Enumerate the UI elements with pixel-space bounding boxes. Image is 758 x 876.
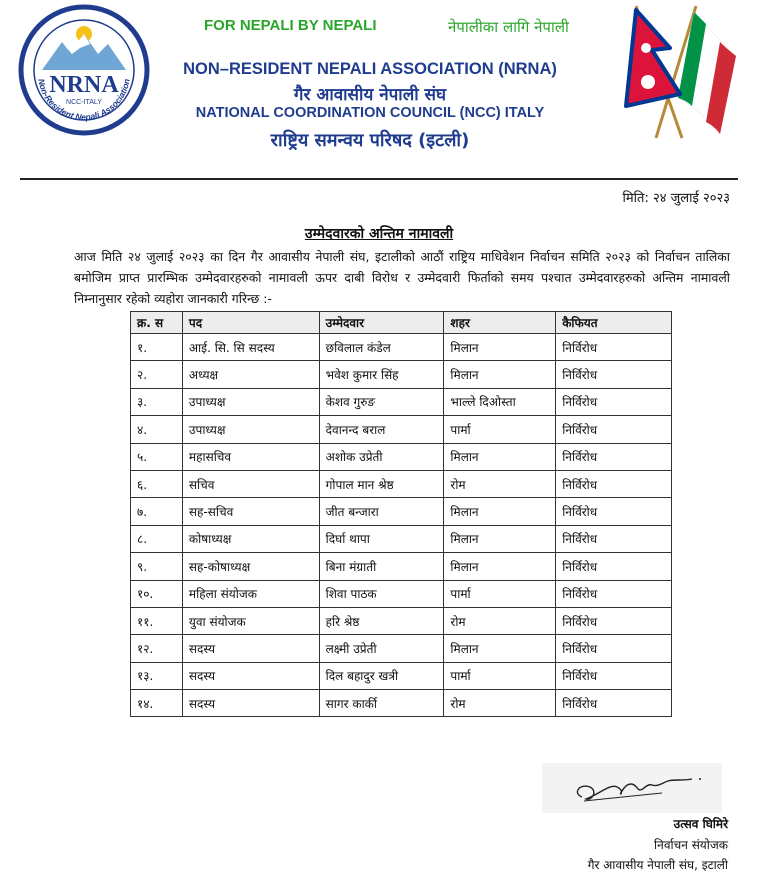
table-row [131,553,672,580]
cell-remarks: निर्विरोध [556,580,672,607]
table-row [131,361,672,388]
cell-remarks: निर्विरोध [556,416,672,443]
cell-candidate: दिल बहादुर खत्री [319,662,444,689]
cell-city: रोम [444,607,556,634]
cell-candidate: बिना मंग्राती [319,553,444,580]
logo-main-text: NRNA [49,72,119,98]
header-city: शहर [444,312,556,334]
intro-paragraph: आज मिति २४ जुलाई २०२३ का दिन गैर आवासीय नेपाली संघ, इटालीको आठौं राष्ट्रिय माधिवेशन निर्वाचन समिति २०२३ को निर्वाचन तालिका बमोजिम प्राप्त प्रारम्भिक उम्मेदवारहरुको नामावली ऊपर दाबी विरोध र उम्मेदवारी फिर्ताको समय पश्चात उम्मेदवारहरुको अन्तिम नामावली निम्नानुसार रहेको व्यहोरा जानकारी गरिन्छ :- [74,249,730,306]
cell-candidate: लक्ष्मी उप्रेती [319,635,444,662]
signer-name: उत्सव घिमिरे [673,817,728,831]
signature-area [542,763,722,813]
crossed-flags-icon [596,2,742,142]
cell-candidate: सागर कार्की [319,690,444,717]
header-position: पद [182,312,319,334]
table-header-row [131,312,672,334]
cell-serial: ३. [131,388,183,415]
cell-city: मिलान [444,334,556,361]
cell-city: मिलान [444,635,556,662]
cell-remarks: निर्विरोध [556,334,672,361]
cell-remarks: निर्विरोध [556,388,672,415]
cell-remarks: निर्विरोध [556,662,672,689]
cell-remarks: निर्विरोध [556,498,672,525]
cell-position: अध्यक्ष [182,361,319,388]
logo-sub-text: NCC-ITALY [66,99,102,106]
cell-candidate: जीत बन्जारा [319,498,444,525]
cell-candidate: हरि श्रेष्ठ [319,607,444,634]
cell-remarks: निर्विरोध [556,443,672,470]
header-remarks: कैफियत [556,312,672,334]
table-row [131,525,672,552]
nrna-logo-icon [18,4,150,136]
cell-serial: २. [131,361,183,388]
cell-serial: ४. [131,416,183,443]
cell-position: सह-सचिव [182,498,319,525]
tagline-english: FOR NEPALI BY NEPALI [204,17,377,34]
cell-position: कोषाध्यक्ष [182,525,319,552]
cell-candidate: अशोक उप्रेती [319,443,444,470]
cell-position: युवा संयोजक [182,607,319,634]
cell-city: मिलान [444,443,556,470]
cell-remarks: निर्विरोध [556,470,672,497]
cell-remarks: निर्विरोध [556,635,672,662]
cell-serial: ८. [131,525,183,552]
cell-serial: १२. [131,635,183,662]
cell-position: आई. सि. सि सदस्य [182,334,319,361]
document-date: मिति: २४ जुलाई २०२३ [622,191,730,206]
table-row [131,580,672,607]
cell-candidate: गोपाल मान श्रेष्ठ [319,470,444,497]
table-row [131,498,672,525]
cell-candidate: शिवा पाठक [319,580,444,607]
cell-candidate: देवानन्द बराल [319,416,444,443]
tagline-nepali: नेपालीका लागि नेपाली [448,18,569,36]
cell-remarks: निर्विरोध [556,553,672,580]
table-row [131,470,672,497]
cell-city: मिलान [444,553,556,580]
header-candidate: उम्मेदवार [319,312,444,334]
cell-remarks: निर्विरोध [556,607,672,634]
cell-city: मिलान [444,525,556,552]
org-name-english: NON–RESIDENT NEPALI ASSOCIATION (NRNA) [183,60,557,78]
cell-position: सदस्य [182,690,319,717]
cell-serial: ११. [131,607,183,634]
cell-position: सदस्य [182,635,319,662]
signer-organization: गैर आवासीय नेपाली संघ, इटाली [587,858,728,872]
cell-serial: १४. [131,690,183,717]
cell-city: रोम [444,690,556,717]
cell-candidate: केशव गुरुङ [319,388,444,415]
cell-city: मिलान [444,498,556,525]
cell-serial: ५. [131,443,183,470]
table-row [131,607,672,634]
cell-position: उपाध्यक्ष [182,416,319,443]
header-divider [20,178,738,180]
cell-remarks: निर्विरोध [556,361,672,388]
table-row [131,662,672,689]
council-name-english: NATIONAL COORDINATION COUNCIL (NCC) ITALY [195,105,545,121]
cell-remarks: निर्विरोध [556,690,672,717]
table-row [131,388,672,415]
cell-candidate: छविलाल कंडेल [319,334,444,361]
handwritten-signature-icon [542,763,722,813]
table-row [131,690,672,717]
logo-ring-text: Non-Resident Nepali Association [36,77,132,123]
cell-candidate: भवेश कुमार सिंह [319,361,444,388]
cell-remarks: निर्विरोध [556,525,672,552]
table-row [131,416,672,443]
document-title: उम्मेदवारको अन्तिम नामावली [304,226,454,242]
cell-position: उपाध्यक्ष [182,388,319,415]
cell-city: पार्मा [444,580,556,607]
cell-city: भाल्ले दिओस्ता [444,388,556,415]
cell-position: महासचिव [182,443,319,470]
cell-serial: १३. [131,662,183,689]
cell-city: पार्मा [444,416,556,443]
cell-position: सह-कोषाध्यक्ष [182,553,319,580]
council-name-nepali: राष्ट्रिय समन्वय परिषद (इटली) [270,130,470,151]
cell-position: सदस्य [182,662,319,689]
cell-serial: ९. [131,553,183,580]
signer-role: निर्वाचन संयोजक [654,838,728,852]
cell-candidate: दिर्घा थापा [319,525,444,552]
table-row [131,635,672,662]
cell-position: सचिव [182,470,319,497]
header-serial: क्र. स [131,312,183,334]
cell-serial: ६. [131,470,183,497]
cell-city: मिलान [444,361,556,388]
cell-position: महिला संयोजक [182,580,319,607]
org-name-nepali: गैर आवासीय नेपाली संघ [293,85,447,105]
cell-serial: १. [131,334,183,361]
candidate-table [130,311,672,717]
cell-city: रोम [444,470,556,497]
cell-serial: १०. [131,580,183,607]
table-row [131,334,672,361]
cell-serial: ७. [131,498,183,525]
table-row [131,443,672,470]
cell-city: पार्मा [444,662,556,689]
